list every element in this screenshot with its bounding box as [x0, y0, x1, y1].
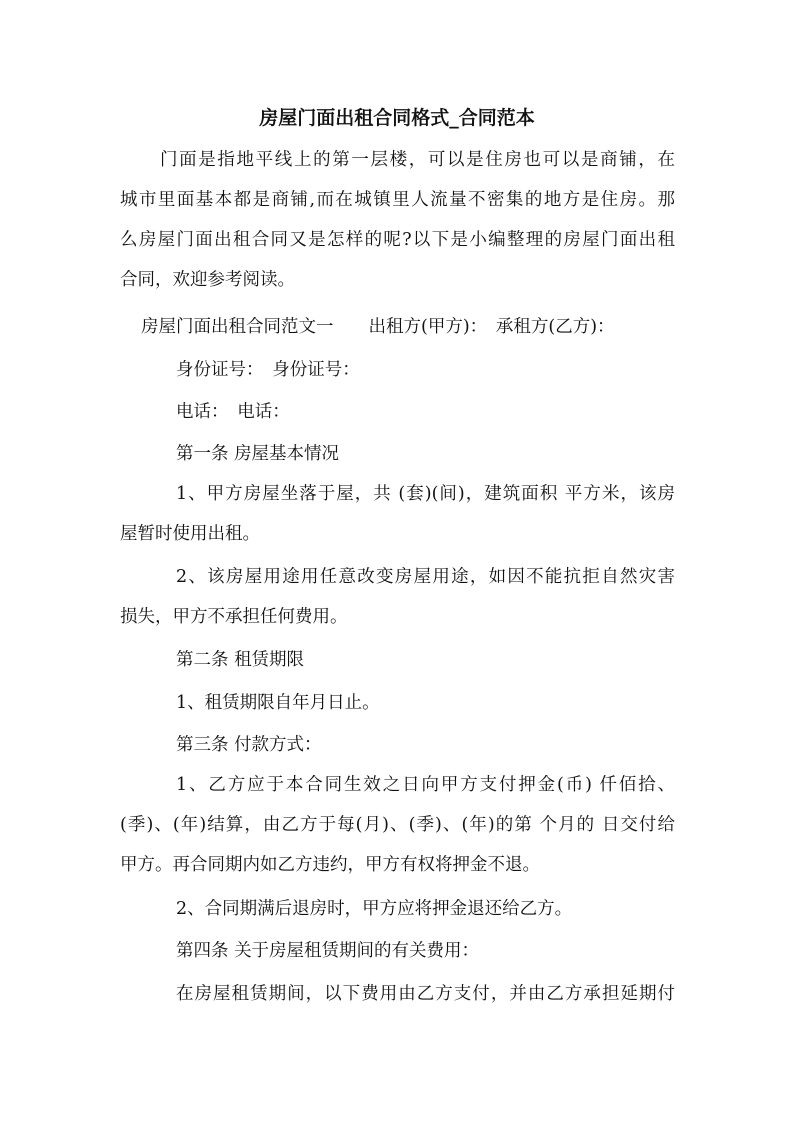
parties-line: 房屋门面出租合同范文一 出租方(甲方)： 承租方(乙方)： [141, 317, 615, 337]
paragraph-line: 合同，欢迎参考阅读。 [120, 270, 295, 290]
paragraph-line: 么房屋门面出租合同又是怎样的呢?以下是小编整理的房屋门面出租 [120, 230, 675, 250]
phone-line: 电话： 电话： [176, 402, 290, 422]
id-number-line: 身份证号： 身份证号： [176, 360, 360, 380]
article-heading: 第一条 房屋基本情况 [176, 444, 340, 464]
paragraph-line: (季)、(年)结算，由乙方于每(月)、(季)、(年)的第 个月的 日交付给 [120, 815, 675, 835]
article-heading: 第三条 付款方式： [176, 735, 322, 755]
paragraph-line: 1、租赁期限自年月日止。 [176, 693, 380, 713]
paragraph-line: 门面是指地平线上的第一层楼，可以是住房也可以是商铺，在 [160, 150, 675, 170]
article-heading: 第二条 租赁期限 [176, 650, 305, 670]
paragraph-line: 屋暂时使用出租。 [120, 524, 260, 544]
paragraph-line: 城市里面基本都是商铺,而在城镇里人流量不密集的地方是住房。那 [120, 190, 675, 210]
paragraph-line: 甲方。再合同期内如乙方违约，甲方有权将押金不退。 [120, 855, 540, 875]
document-title: 房屋门面出租合同格式_合同范本 [259, 107, 535, 129]
paragraph-line: 1、乙方应于本合同生效之日向甲方支付押金(币) 仟佰拾、 [176, 775, 675, 795]
paragraph-line: 损失，甲方不承担任何费用。 [120, 607, 348, 627]
paragraph-line: 2、该房屋用途用任意改变房屋用途，如因不能抗拒自然灾害 [176, 567, 675, 587]
paragraph-line: 2、合同期满后退房时，甲方应将押金退还给乙方。 [176, 899, 573, 919]
article-heading: 第四条 关于房屋租赁期间的有关费用： [176, 941, 480, 961]
paragraph-line: 1、甲方房屋坐落于屋，共 (套)(间)，建筑面积 平方米，该房 [176, 484, 675, 504]
paragraph-line: 在房屋租赁期间，以下费用由乙方支付，并由乙方承担延期付 [176, 984, 675, 1004]
